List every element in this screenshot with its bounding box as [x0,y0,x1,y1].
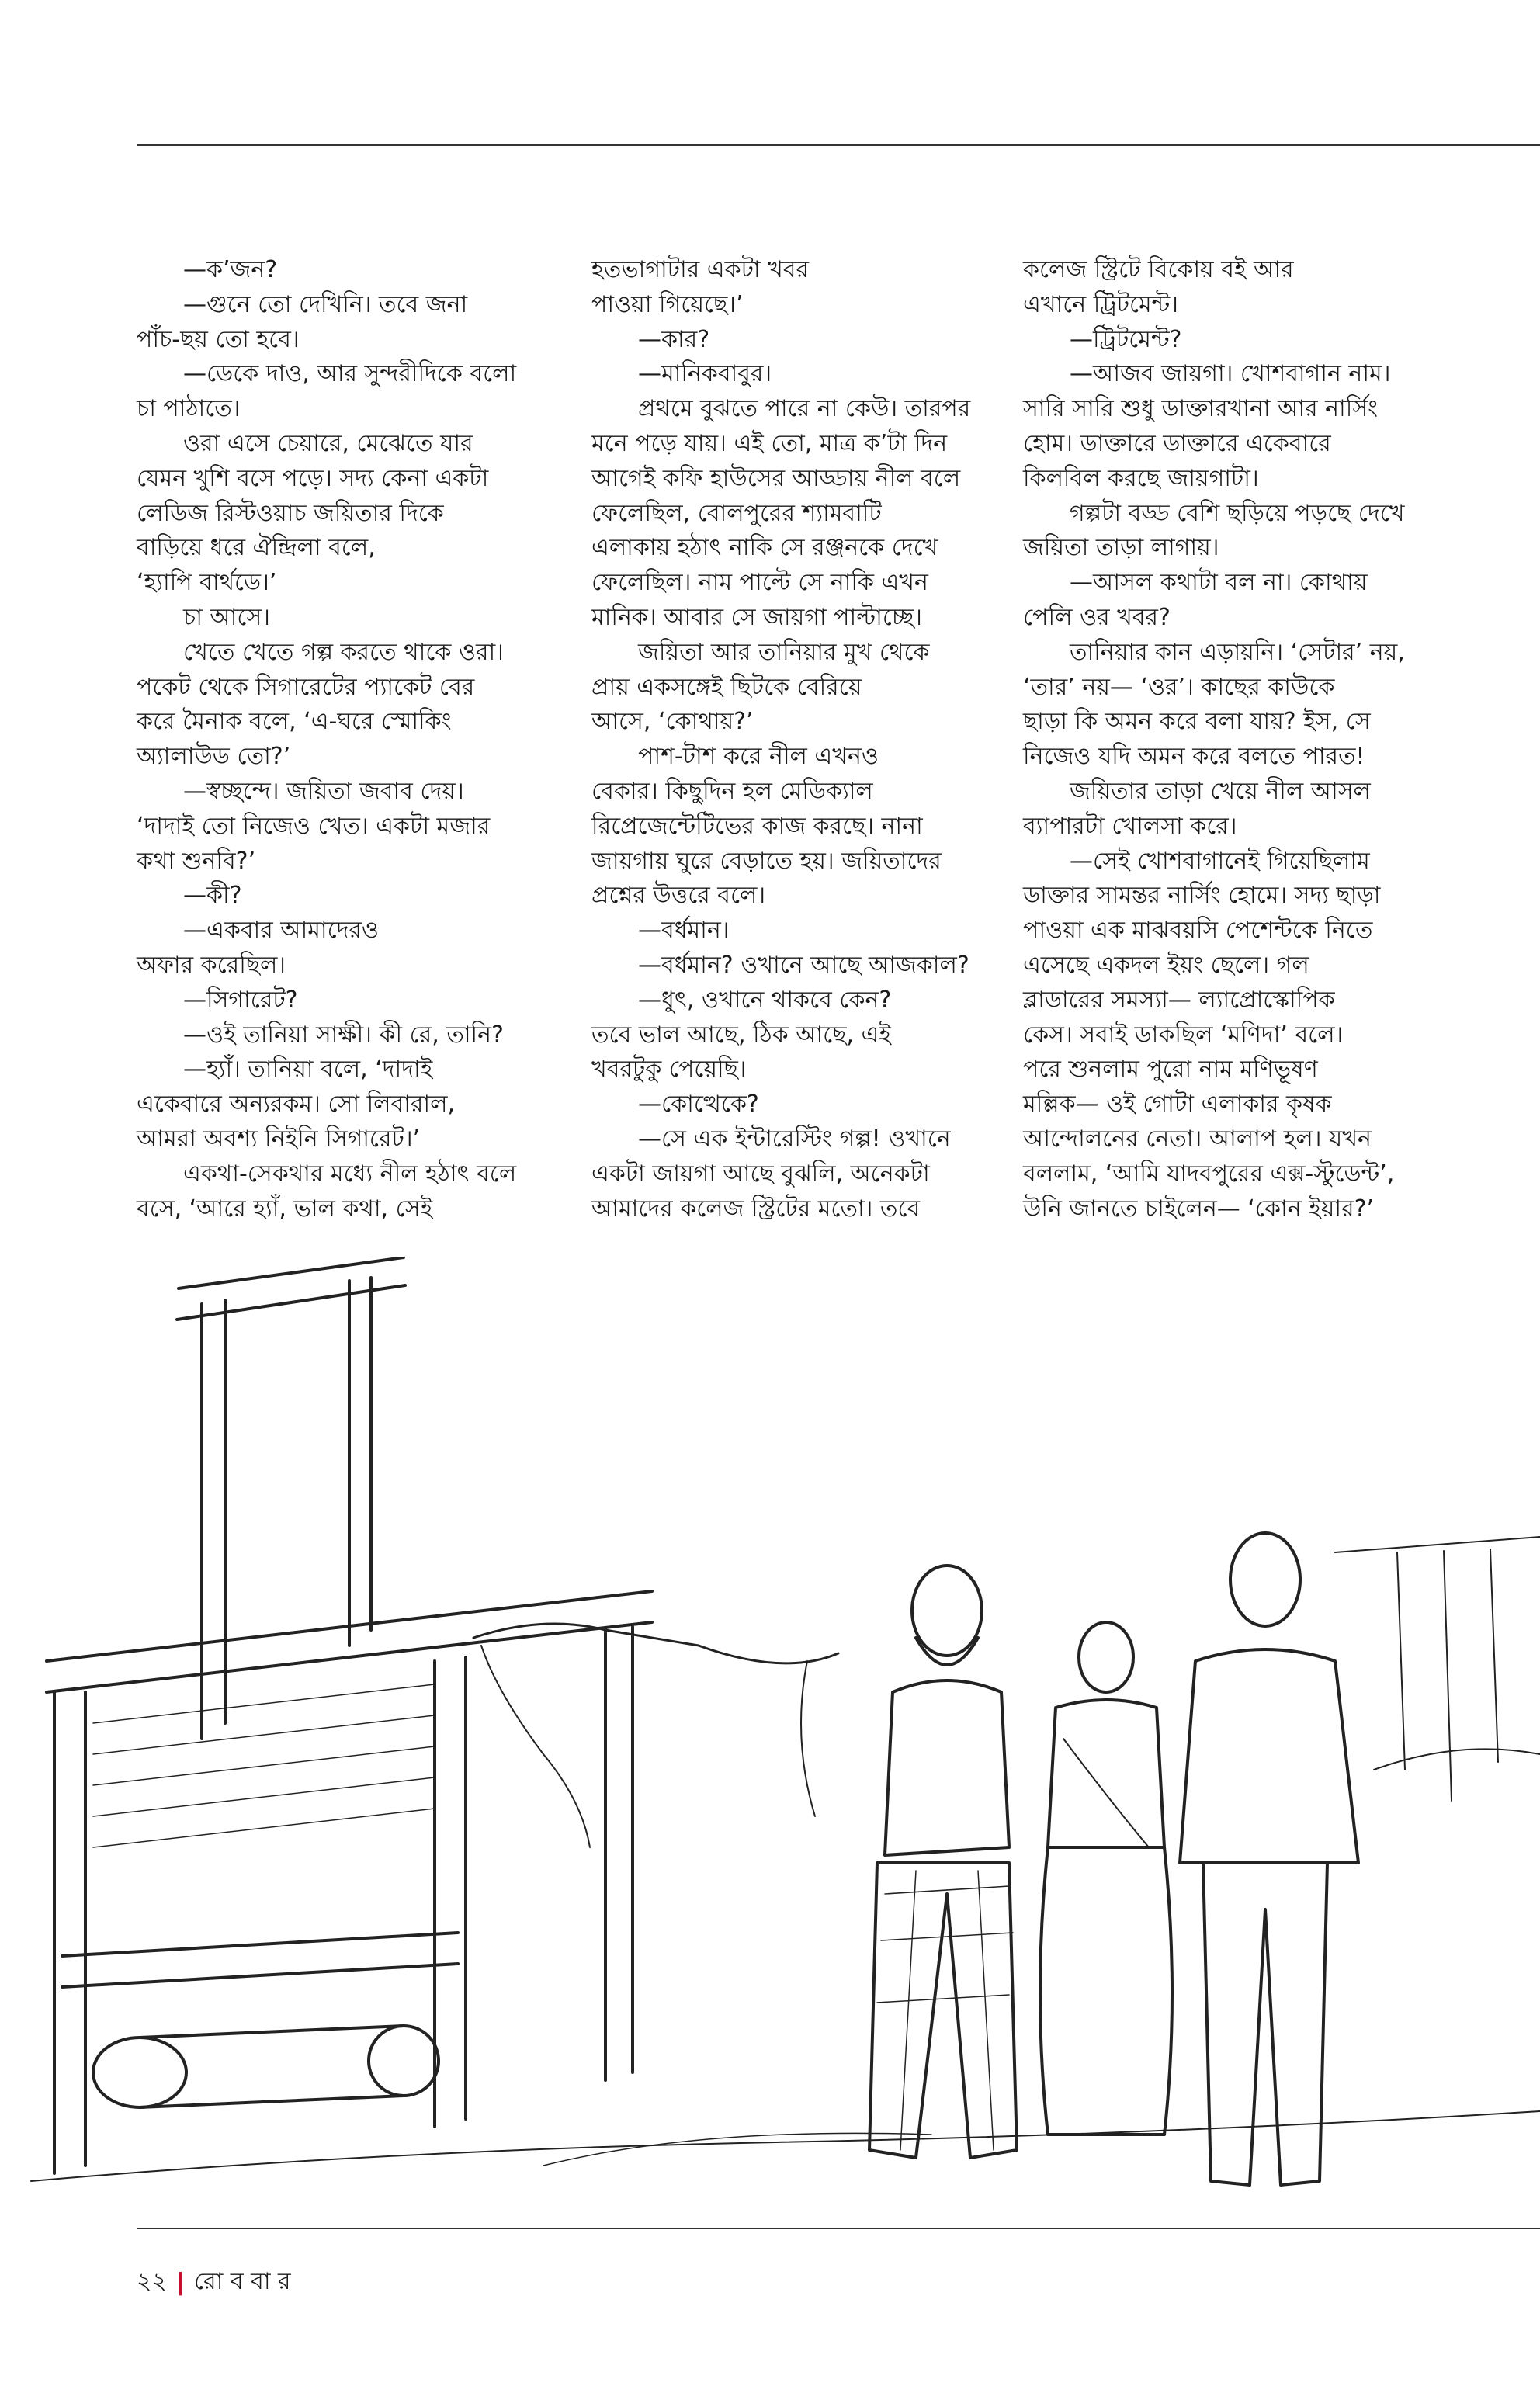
text-line: ফেলেছিল, বোলপুরের শ্যামবাটি [591,499,882,527]
text-line: জয়িতা আর তানিয়ার মুখ থেকে [591,638,930,666]
text-line: রিপ্রেজেন্টেটিভের কাজ করছে। নানা [591,812,923,840]
text-line: একেবারে অন্যরকম। সো লিবারাল, [137,1091,456,1118]
text-line: —কী? [137,882,242,910]
text-line: ‘তার’ নয়— ‘ওর’। কাছের কাউকে [1023,673,1335,701]
text-line: ফেলেছিল। নাম পাল্টে সে নাকি এখন [591,569,928,597]
text-line: করে মৈনাক বলে, ‘এ-ঘরে স্মোকিং [137,708,452,736]
bottom-rule [137,2228,1540,2229]
text-line: যেমন খুশি বসে পড়ে। সদ্য কেনা একটা [137,464,489,492]
text-line: হতভাগাটার একটা খবর [591,256,810,283]
text-line: —সেই খোশবাগানেই গিয়েছিলাম [1023,847,1370,875]
text-line: প্রশ্নের উত্তরে বলে। [591,882,766,910]
text-line: পাশ-টাশ করে নীল এখনও [591,743,879,771]
loom-drawing [47,1257,838,2173]
text-line: ‘দাদাই তো নিজেও খেত। একটা মজার [137,812,491,840]
text-line: —ট্রিটমেন্ট? [1023,325,1182,353]
text-line: কিলবিল করছে জায়গাটা। [1023,464,1259,492]
text-line: ছাড়া কি অমন করে বলা যায়? ইস, সে [1023,708,1371,736]
text-line: মনে পড়ে যায়। এই তো, মাত্র ক’টা দিন [591,429,948,457]
text-line: ওরা এসে চেয়ারে, মেঝেতে যার [137,429,473,457]
text-line: অ্যালাউড তো?’ [137,743,291,771]
text-line: হোম। ডাক্তারে ডাক্তারে একেবারে [1023,429,1331,457]
text-line: বেকার। কিছুদিন হল মেডিক্যাল [591,777,873,805]
text-line: —মানিকবাবুর। [591,360,772,388]
text-line: —হ্যাঁ। তানিয়া বলে, ‘দাদাই [137,1056,433,1084]
text-line: —একবার আমাদেরও [137,917,379,945]
text-line: খেতে খেতে গল্প করতে থাকে ওরা। [137,638,504,666]
text-line: —আজব জায়গা। খোশবাগান নাম। [1023,360,1391,388]
text-column-3 [1023,253,1442,1226]
text-line: পকেট থেকে সিগারেটের প্যাকেট বের [137,673,475,701]
text-line: জায়গায় ঘুরে বেড়াতে হয়। জয়িতাদের [591,847,942,875]
text-line: গল্পটা বড্ড বেশি ছড়িয়ে পড়ছে দেখে [1023,499,1405,527]
text-line: —আসল কথাটা বল না। কোথায় [1023,569,1368,597]
text-line: এখানে ট্রিটমেন্ট। [1023,290,1178,318]
text-line: —বর্ধমান। [591,917,730,945]
text-line: পেলি ওর খবর? [1023,603,1171,631]
text-line: আমাদের কলেজ স্ট্রিটের মতো। তবে [591,1195,921,1223]
text-line: খবরটুকু পেয়েছি। [591,1056,747,1084]
text-line: কেস। সবাই ডাকছিল ‘মণিদা’ বলে। [1023,1021,1344,1049]
top-rule [137,144,1540,146]
text-line: সারি সারি শুধু ডাক্তারখানা আর নার্সিং [1023,395,1379,423]
footer [137,2263,291,2302]
text-line: লেডিজ রিস্টওয়াচ জয়িতার দিকে [137,499,444,527]
text-line: —গুনে তো দেখিনি। তবে জনা [137,290,468,318]
text-line: বললাম, ‘আমি যাদবপুরের এক্স-স্টুডেন্ট’, [1023,1160,1395,1188]
figure-bearded-man [869,1566,1017,2158]
text-column-1 [137,253,556,1226]
text-line: অফার করেছিল। [137,951,286,979]
text-line: তানিয়ার কান এড়ায়নি। ‘সেটার’ নয়, [1023,638,1405,666]
text-line: পরে শুনলাম পুরো নাম মণিভূষণ [1023,1056,1318,1084]
text-line: —সিগারেট? [137,986,298,1014]
text-line: পাওয়া গিয়েছে।’ [591,290,744,318]
figure-young-man [1180,1533,1358,2185]
text-line: আমরা অবশ্য নিইনি সিগারেট।’ [137,1125,421,1153]
text-line: —কার? [591,325,710,353]
text-line: —সে এক ইন্টারেস্টিং গল্প! ওখানে [591,1125,951,1153]
text-line: ব্যাপারটা খোলসা করে। [1023,812,1237,840]
text-line: এসেছে একদল ইয়ং ছেলে। গল [1023,951,1309,979]
text-line: পাওয়া এক মাঝবয়সি পেশেন্টকে নিতে [1023,917,1373,945]
text-line: —বর্ধমান? ওখানে আছে আজকাল? [591,951,969,979]
illustration [0,1257,1540,2212]
text-line: —ডেকে দাও, আর সুন্দরীদিকে বলো [137,360,517,388]
text-line: প্রথমে বুঝতে পারে না কেউ। তারপর [591,395,971,423]
text-line: একটা জায়গা আছে বুঝলি, অনেকটা [591,1160,930,1188]
text-line: ‘হ্যাপি বার্থডে।’ [137,569,277,597]
text-line: কথা শুনবি?’ [137,847,256,875]
text-line: জয়িতা তাড়া লাগায়। [1023,534,1219,562]
text-line: ডাক্তার সামন্তর নার্সিং হোমে। সদ্য ছাড়া [1023,882,1381,910]
text-line: মল্লিক— ওই গোটা এলাকার কৃষক [1023,1091,1332,1118]
text-column-2 [591,253,1011,1226]
text-line: —ওই তানিয়া সাক্ষী। কী রে, তানি? [137,1021,504,1049]
text-line: বাড়িয়ে ধরে ঐন্দ্রিলা বলে, [137,534,376,562]
text-line: জয়িতার তাড়া খেয়ে নীল আসল [1023,777,1371,805]
figure-woman [1040,1622,1172,2135]
text-line: চা পাঠাতে। [137,395,241,423]
text-line: —কোত্থেকে? [591,1091,759,1118]
text-line: ব্লাডারের সমস্যা— ল্যাপ্রোস্কোপিক [1023,986,1335,1014]
text-line: মানিক। আবার সে জায়গা পাল্টাচ্ছে। [591,603,922,631]
text-line: আসে, ‘কোথায়?’ [591,708,754,736]
text-line: পাঁচ-ছয় তো হবে। [137,325,300,353]
text-line: —স্বচ্ছন্দে। জয়িতা জবাব দেয়। [137,777,464,805]
text-line: উনি জানতে চাইলেন— ‘কোন ইয়ার?’ [1023,1195,1375,1223]
text-line: —ধুৎ, ওখানে থাকবে কেন? [591,986,892,1014]
text-line: এলাকায় হঠাৎ নাকি সে রঞ্জনকে দেখে [591,534,938,562]
magazine-name: রো ব বা র [193,2268,291,2295]
text-line: কলেজ স্ট্রিটে বিকোয় বই আর [1023,256,1294,283]
text-line: বসে, ‘আরে হ্যাঁ, ভাল কথা, সেই [137,1195,433,1223]
text-line: আগেই কফি হাউসের আড্ডায় নীল বলে [591,464,961,492]
page-number: ২২ [137,2268,168,2295]
text-line: আন্দোলনের নেতা। আলাপ হল। যখন [1023,1125,1372,1153]
text-line: চা আসে। [137,603,271,631]
text-line: একথা-সেকথার মধ্যে নীল হঠাৎ বলে [137,1160,517,1188]
text-line: প্রায় একসঙ্গেই ছিটকে বেরিয়ে [591,673,862,701]
footer-separator: | [176,2269,185,2296]
text-line: নিজেও যদি অমন করে বলতে পারত! [1023,743,1365,771]
text-line: —ক’জন? [137,256,278,283]
text-line: তবে ভাল আছে, ঠিক আছে, এই [591,1021,891,1049]
